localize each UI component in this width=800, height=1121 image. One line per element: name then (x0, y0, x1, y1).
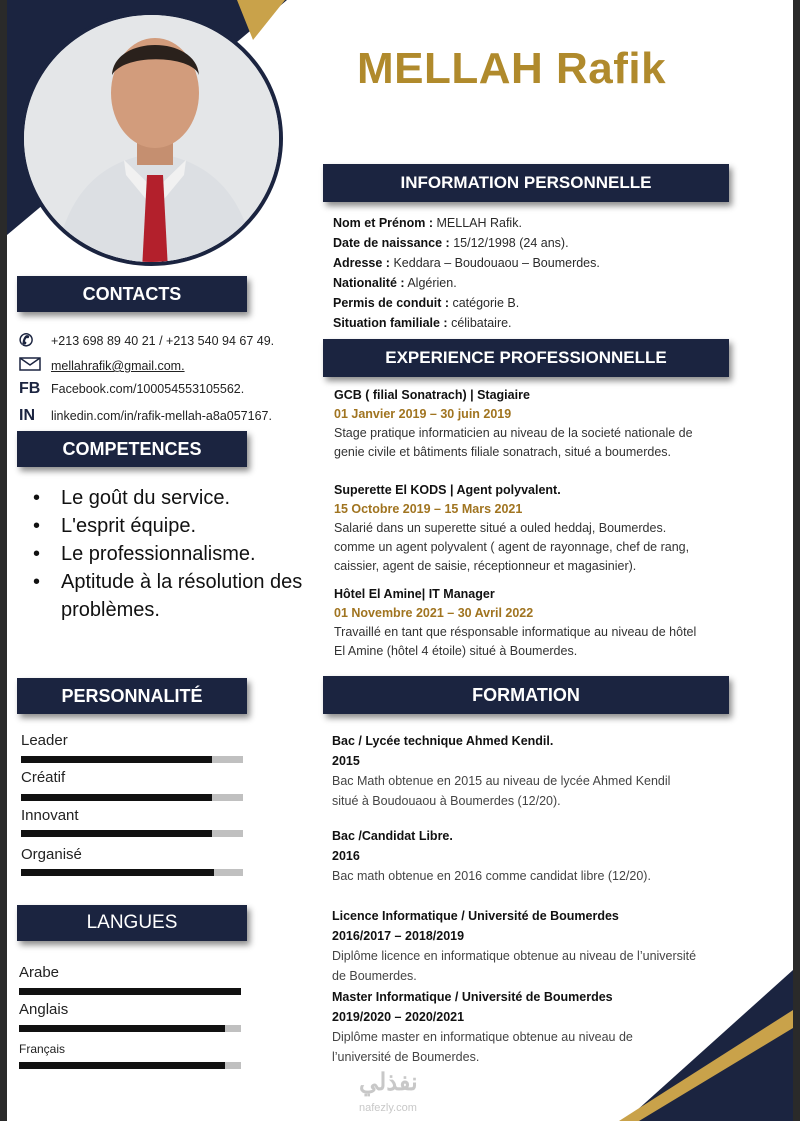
formation-item: Bac /Candidat Libre. 2016 Bac math obtenue en 2016 comme candidat libre (12/20). (332, 829, 651, 883)
info-row: Permis de conduit : catégorie B. (333, 296, 520, 310)
personal-info (333, 213, 600, 333)
section-header-contacts: CONTACTS (17, 276, 247, 312)
watermark-logo: نفذلي (359, 1069, 418, 1096)
contact-facebook[interactable]: FB Facebook.com/100054553105562. (19, 380, 245, 397)
section-header-competences: COMPETENCES (17, 431, 247, 467)
personality-bar (21, 794, 243, 801)
phone-icon: ✆ (19, 331, 34, 350)
language-bar (19, 1025, 241, 1032)
experience-item: GCB ( filial Sonatrach) | Stagiaire 01 Janvier 2019 – 30 juin 2019 Stage pratique informaticien au niveau de la societé nationale de genie civile et bâtiments filiale sonatrach, situé a boumerdes. (334, 388, 693, 459)
language-label: Anglais (19, 1001, 69, 1018)
formation-item: Licence Informatique / Université de Boumerdes 2016/2017 – 2018/2019 Diplôme licence en informatique obtenue au niveau de l’université de Boumerdes. (332, 909, 697, 983)
language-bar (19, 1062, 241, 1069)
formation-item: Bac / Lycée technique Ahmed Kendil. 2015 Bac Math obtenue en 2015 au niveau de lycée Ahmed Kendil situé à Boudouaou à Boumerdes (12/20). (332, 734, 671, 808)
skill-item: • Le professionnalisme. (33, 540, 316, 568)
section-header-personnalite: PERSONNALITÉ (17, 678, 247, 714)
info-row: Situation familiale : célibataire. (333, 316, 512, 330)
info-row: Nom et Prénom : MELLAH Rafik. (333, 216, 522, 230)
skill-item: • Le goût du service. (33, 484, 316, 512)
section-header-experience: EXPERIENCE PROFESSIONNELLE (323, 339, 729, 377)
personality-label: Leader (21, 732, 68, 749)
personality-bar (21, 869, 243, 876)
experience-item: Hôtel El Amine| IT Manager 01 Novembre 2021 – 30 Avril 2022 Travaillé en tant que résponsable informatique au niveau de hôtel El Amine (hôtel 4 étoile) situé à Boumerdes. (334, 587, 697, 658)
personality-label: Créatif (21, 769, 66, 786)
personality-bar (21, 756, 243, 763)
section-header-info: INFORMATION PERSONNELLE (323, 164, 729, 202)
skill-item: • Aptitude à la résolution des problèmes. (33, 568, 316, 624)
profile-photo (20, 11, 283, 266)
personality-label: Organisé (21, 846, 82, 863)
contact-linkedin[interactable]: IN linkedin.com/in/rafik-mellah-a8a057167. (19, 407, 272, 424)
skill-item: • L'esprit équipe. (33, 512, 316, 540)
facebook-icon: FB (19, 380, 41, 397)
info-row: Date de naissance : 15/12/1998 (24 ans). (333, 236, 569, 250)
section-header-langues: LANGUES (17, 905, 247, 941)
language-label: Français (19, 1042, 66, 1056)
cv-page (7, 0, 793, 1121)
mail-icon (19, 356, 45, 376)
avatar (24, 15, 283, 266)
linkedin-icon: IN (19, 407, 35, 424)
personality-bar (21, 830, 243, 837)
experience-item: Superette El KODS | Agent polyvalent. 15 Octobre 2019 – 15 Mars 2021 Salarié dans un superette situé a ouled heddaj, Boumerdes. comme un agent polyvalent ( agent de rayonnage, chef de rang, caissier, agent de saisie, réceptionneur et magasinier). (334, 483, 690, 573)
formation-item: Master Informatique / Université de Boumerdes 2019/2020 – 2020/2021 Diplôme master en informatique obtenue au niveau de l’université de Boumerdes. (332, 990, 633, 1064)
watermark-url: nafezly.com (359, 1102, 417, 1114)
section-header-formation: FORMATION (323, 676, 729, 714)
contact-phone: ✆ +213 698 89 40 21 / +213 540 94 67 49. (19, 331, 275, 350)
info-row: Adresse : Keddara – Boudouaou – Boumerdes. (333, 256, 600, 270)
candidate-name: MELLAH Rafik (357, 44, 667, 93)
language-bar (19, 988, 241, 995)
info-row: Nationalité : Algérien. (333, 276, 457, 290)
contact-email[interactable]: mellahrafik@gmail.com. (19, 356, 185, 376)
language-label: Arabe (19, 964, 60, 981)
skills-list (33, 484, 316, 624)
personality-label: Innovant (21, 807, 79, 824)
